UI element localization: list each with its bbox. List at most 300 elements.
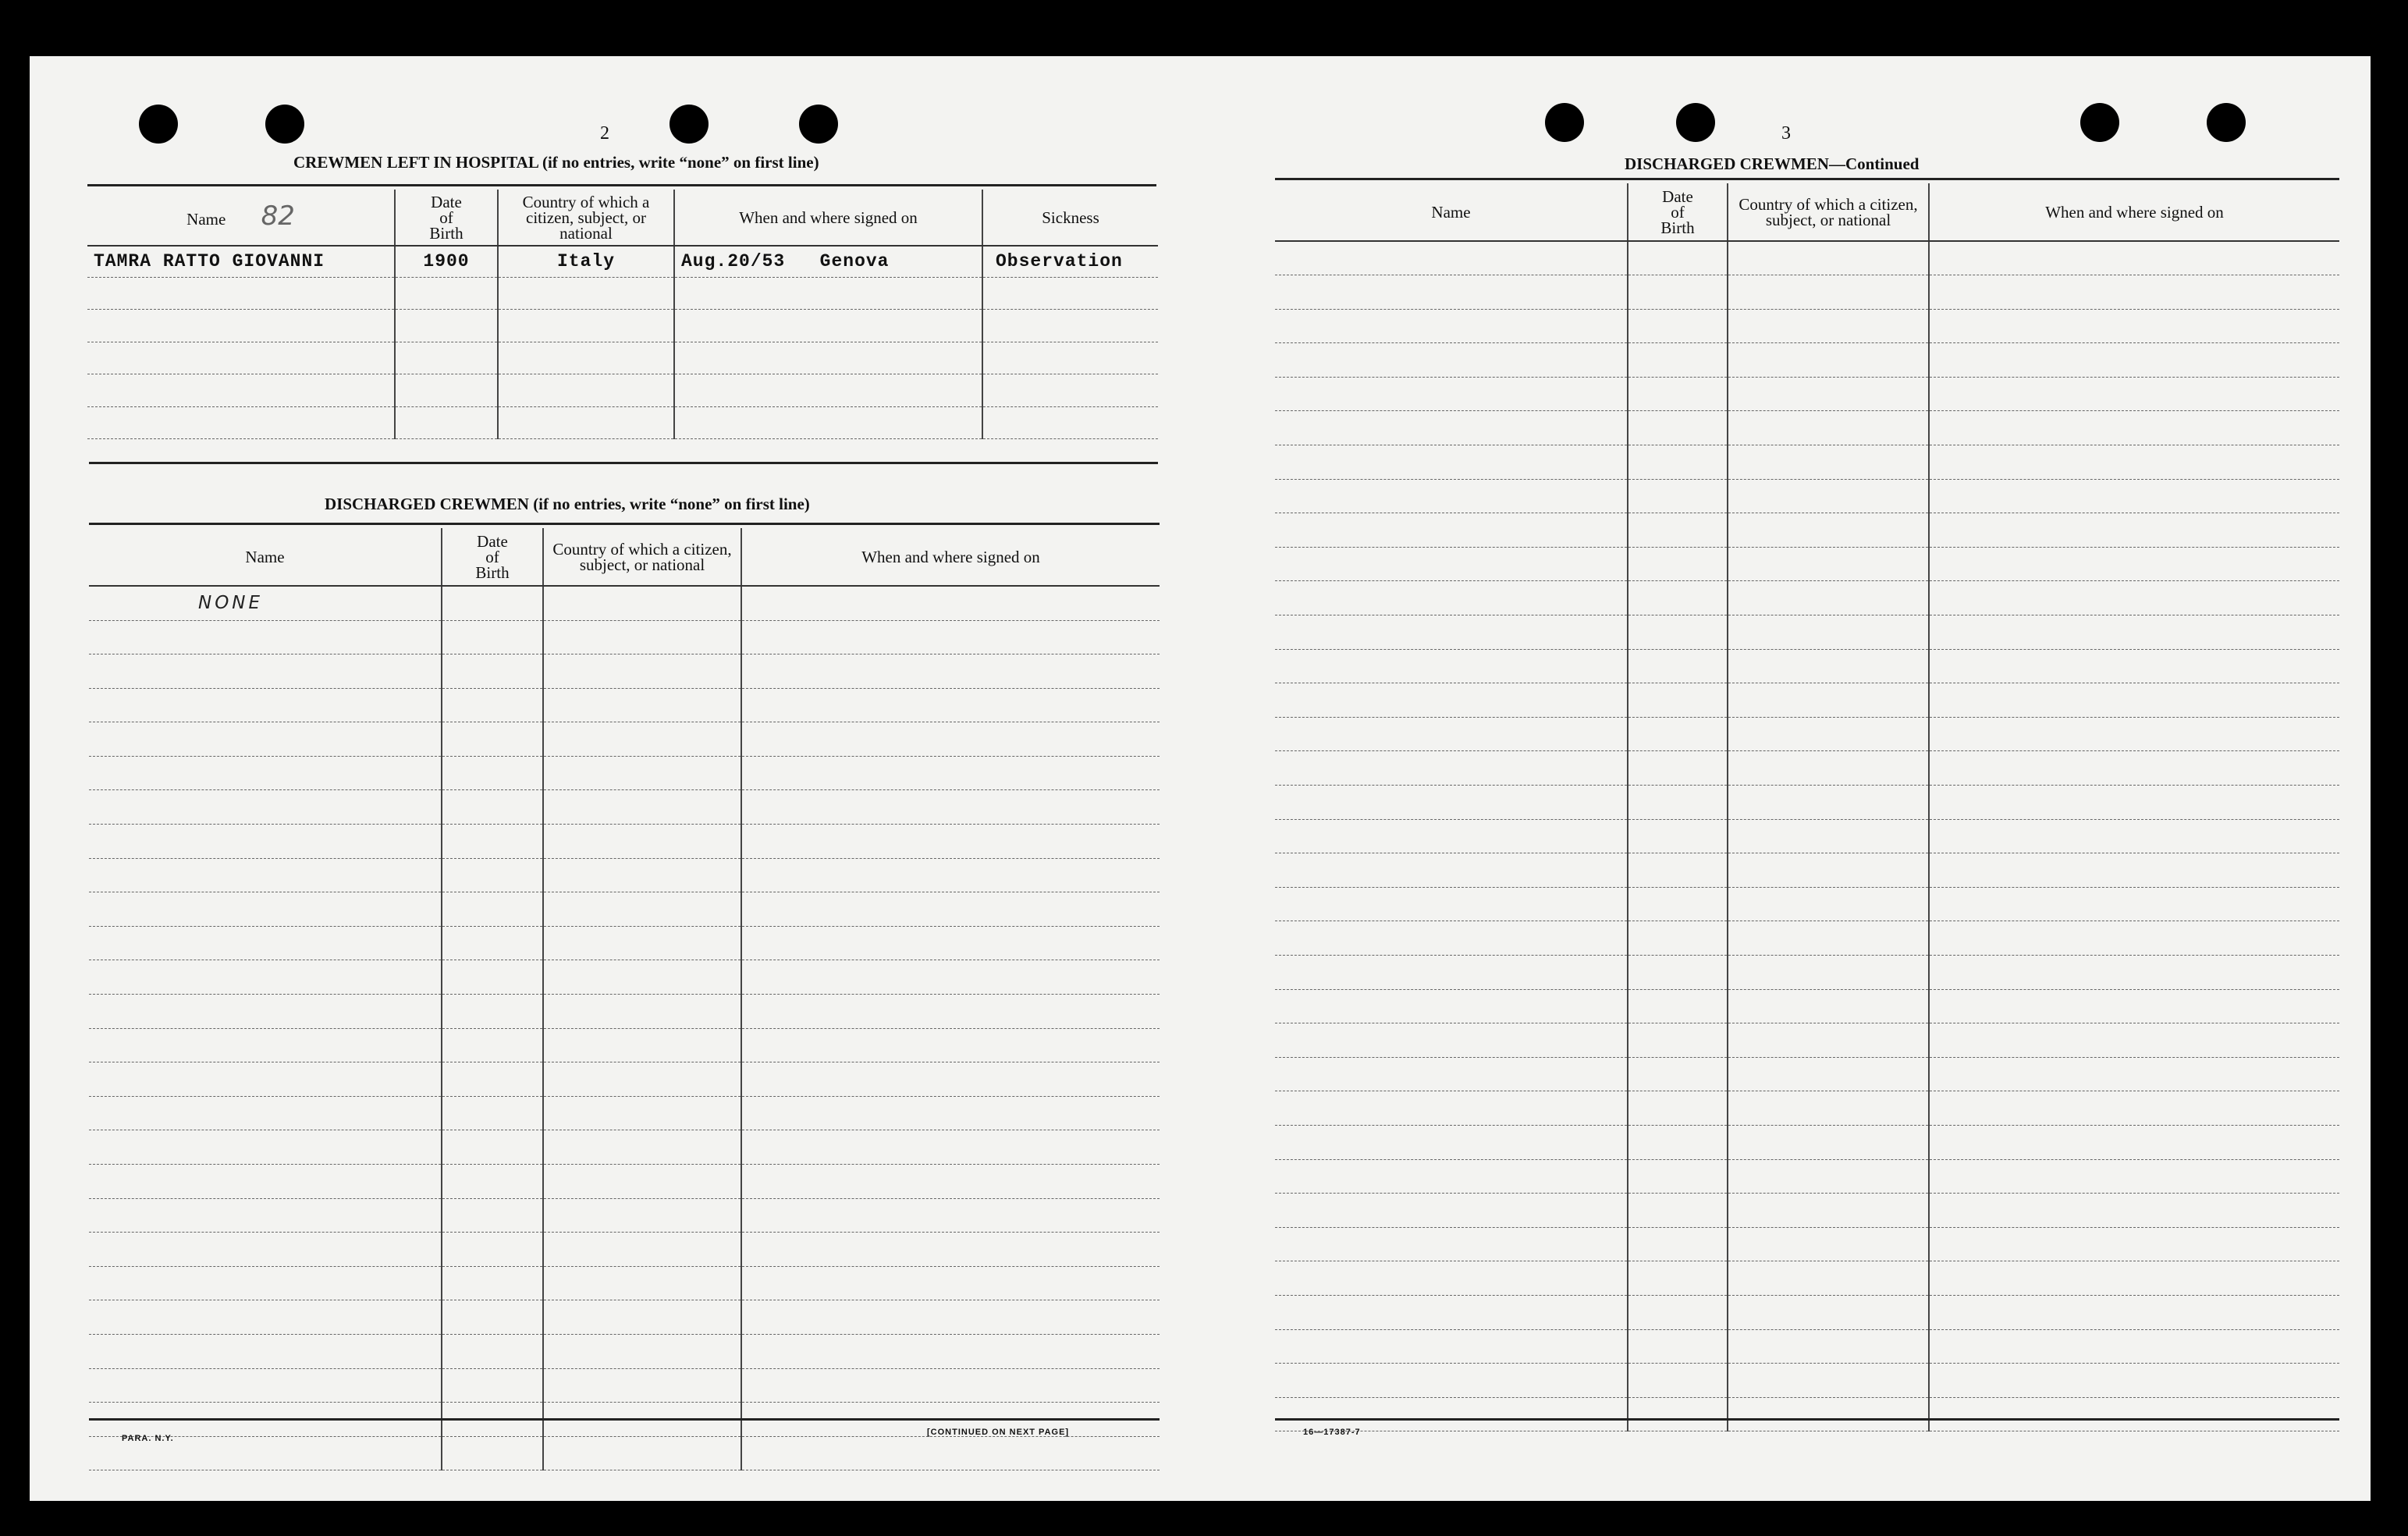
blank-cell <box>442 1266 543 1300</box>
blank-cell <box>89 1300 442 1335</box>
blank-row <box>1275 1295 2339 1329</box>
blank-cell <box>1275 547 1628 581</box>
handwritten-number: 82 <box>261 200 295 232</box>
blank-row <box>89 756 1160 790</box>
blank-cell <box>1275 309 1628 343</box>
blank-cell <box>1275 853 1628 888</box>
blank-row <box>1275 1364 2339 1398</box>
blank-cell <box>741 1334 1160 1368</box>
blank-cell <box>982 374 1158 407</box>
blank-row <box>89 1436 1160 1470</box>
col-header-dob: Date of Birth <box>1628 183 1728 241</box>
blank-cell <box>1628 513 1728 548</box>
blank-cell <box>498 342 674 374</box>
blank-cell <box>982 277 1158 310</box>
blank-cell <box>89 620 442 654</box>
blank-cell <box>87 310 395 342</box>
blank-cell <box>1728 1397 1929 1431</box>
hospital-entry-row <box>87 246 1158 277</box>
blank-cell <box>89 1130 442 1165</box>
punch-hole <box>265 105 304 144</box>
blank-cell <box>1929 241 2339 275</box>
blank-cell <box>543 1165 741 1199</box>
blank-cell <box>1628 309 1728 343</box>
blank-cell <box>543 1233 741 1267</box>
blank-cell <box>543 926 741 960</box>
blank-cell <box>1628 683 1728 718</box>
right-top-rule <box>1275 178 2339 180</box>
blank-cell <box>741 825 1160 859</box>
blank-cell <box>1728 377 1929 411</box>
page-number-right: 3 <box>1781 123 1791 144</box>
blank-row <box>1275 547 2339 581</box>
blank-cell <box>543 1198 741 1233</box>
blank-cell <box>1929 1329 2339 1364</box>
blank-cell <box>1929 786 2339 820</box>
blank-row <box>1275 955 2339 989</box>
blank-cell <box>1275 1397 1628 1431</box>
blank-cell <box>1728 275 1929 310</box>
blank-cell <box>1628 1261 1728 1296</box>
blank-cell <box>1275 411 1628 445</box>
blank-cell <box>89 858 442 892</box>
blank-cell <box>1728 513 1929 548</box>
blank-cell <box>442 995 543 1029</box>
discharged-bottom-rule <box>89 1418 1160 1421</box>
footer-form-code: 16—17387-7 <box>1303 1428 1361 1437</box>
col-header-dob: Date of Birth <box>395 190 498 246</box>
blank-cell <box>741 1300 1160 1335</box>
blank-cell <box>89 892 442 927</box>
blank-cell <box>395 342 498 374</box>
blank-cell <box>1929 1057 2339 1091</box>
blank-cell <box>741 620 1160 654</box>
blank-row <box>89 858 1160 892</box>
blank-cell <box>1628 581 1728 615</box>
blank-cell <box>543 1096 741 1130</box>
blank-cell <box>543 654 741 689</box>
blank-cell <box>442 688 543 722</box>
blank-cell <box>1628 1397 1728 1431</box>
blank-cell <box>1275 343 1628 378</box>
blank-cell <box>498 310 674 342</box>
blank-row <box>89 1300 1160 1335</box>
entry-date-signed: Aug.20/53 <box>681 251 786 272</box>
blank-cell <box>1929 377 2339 411</box>
blank-cell <box>1275 989 1628 1023</box>
blank-cell <box>1929 479 2339 513</box>
blank-cell <box>543 892 741 927</box>
blank-cell <box>1628 445 1728 480</box>
blank-cell <box>1728 683 1929 718</box>
blank-cell <box>89 960 442 995</box>
discharged-entry-row <box>89 586 1160 620</box>
blank-row <box>1275 1194 2339 1228</box>
blank-cell <box>1728 717 1929 751</box>
blank-cell <box>543 1436 741 1470</box>
blank-cell <box>1628 1364 1728 1398</box>
entry-name-none: NONE <box>89 586 442 620</box>
blank-row <box>89 892 1160 927</box>
blank-cell <box>543 1300 741 1335</box>
blank-cell <box>89 654 442 689</box>
hospital-section-title: CREWMEN LEFT IN HOSPITAL (if no entries, write “none” on first line) <box>293 153 819 172</box>
discharged-continued-table <box>1275 183 2339 1431</box>
blank-cell <box>1929 853 2339 888</box>
blank-cell <box>89 825 442 859</box>
blank-cell <box>1275 1159 1628 1194</box>
blank-row <box>1275 649 2339 683</box>
blank-cell <box>1728 479 1929 513</box>
blank-cell <box>1628 479 1728 513</box>
blank-cell <box>395 406 498 439</box>
document-paper <box>30 56 2371 1501</box>
blank-row <box>89 1198 1160 1233</box>
blank-cell <box>1275 819 1628 853</box>
blank-cell <box>442 960 543 995</box>
blank-cell <box>87 277 395 310</box>
blank-cell <box>1628 1159 1728 1194</box>
blank-cell <box>1728 1125 1929 1159</box>
blank-cell <box>1275 717 1628 751</box>
blank-cell <box>89 1368 442 1403</box>
blank-cell <box>442 1436 543 1470</box>
blank-cell <box>1628 1295 1728 1329</box>
blank-row <box>89 1233 1160 1267</box>
blank-cell <box>1929 887 2339 921</box>
blank-cell <box>1628 751 1728 786</box>
blank-cell <box>1929 649 2339 683</box>
blank-row <box>89 995 1160 1029</box>
blank-cell <box>89 1062 442 1097</box>
blank-row <box>1275 786 2339 820</box>
blank-cell <box>89 1266 442 1300</box>
blank-cell <box>1929 1125 2339 1159</box>
blank-row <box>89 1062 1160 1097</box>
blank-cell <box>982 342 1158 374</box>
blank-cell <box>1275 1091 1628 1126</box>
blank-cell <box>543 1334 741 1368</box>
blank-cell <box>1929 1295 2339 1329</box>
blank-cell <box>89 688 442 722</box>
blank-cell <box>442 1165 543 1199</box>
entry-country: Italy <box>498 246 674 277</box>
blank-cell <box>1275 1364 1628 1398</box>
blank-cell <box>1929 1194 2339 1228</box>
blank-cell <box>1929 1261 2339 1296</box>
blank-cell <box>1728 1227 1929 1261</box>
col-header-name: Name 82 <box>87 190 395 246</box>
right-bottom-rule <box>1275 1418 2339 1421</box>
page-number-left: 2 <box>600 123 609 144</box>
blank-row <box>1275 1261 2339 1296</box>
blank-cell <box>741 1198 1160 1233</box>
blank-cell <box>543 1062 741 1097</box>
blank-cell <box>543 688 741 722</box>
blank-cell <box>1628 275 1728 310</box>
blank-row <box>89 825 1160 859</box>
blank-row <box>89 620 1160 654</box>
blank-cell <box>1929 819 2339 853</box>
blank-row <box>87 374 1158 407</box>
blank-row <box>1275 241 2339 275</box>
blank-cell <box>87 406 395 439</box>
blank-cell <box>1628 615 1728 650</box>
blank-cell <box>741 1130 1160 1165</box>
blank-cell <box>1929 1397 2339 1431</box>
blank-cell <box>1929 445 2339 480</box>
blank-cell <box>1275 1057 1628 1091</box>
blank-row <box>89 688 1160 722</box>
blank-cell <box>1275 921 1628 956</box>
blank-cell <box>1728 1159 1929 1194</box>
blank-cell <box>1628 1125 1728 1159</box>
blank-cell <box>1275 513 1628 548</box>
blank-cell <box>543 756 741 790</box>
entry-name: TAMRA RATTO GIOVANNI <box>87 246 395 277</box>
blank-row <box>87 342 1158 374</box>
blank-cell <box>1728 1194 1929 1228</box>
blank-cell <box>1728 343 1929 378</box>
blank-cell <box>1728 649 1929 683</box>
blank-cell <box>1275 1023 1628 1058</box>
blank-cell <box>1275 786 1628 820</box>
blank-row <box>1275 343 2339 378</box>
blank-row <box>1275 411 2339 445</box>
col-header-country: Country of which a citizen, subject, or national <box>543 528 741 586</box>
blank-cell <box>1929 411 2339 445</box>
blank-row <box>89 722 1160 757</box>
blank-cell <box>1728 1057 1929 1091</box>
blank-cell <box>1628 1329 1728 1364</box>
punch-hole <box>139 105 178 144</box>
hospital-top-rule <box>87 184 1156 186</box>
blank-cell <box>1275 1261 1628 1296</box>
blank-cell <box>1728 1364 1929 1398</box>
blank-cell <box>1275 1329 1628 1364</box>
blank-cell <box>442 1198 543 1233</box>
blank-cell <box>442 858 543 892</box>
blank-cell <box>89 926 442 960</box>
blank-cell <box>741 790 1160 825</box>
blank-cell <box>89 1233 442 1267</box>
blank-cell <box>1275 615 1628 650</box>
col-header-sickness: Sickness <box>982 190 1158 246</box>
blank-cell <box>1628 343 1728 378</box>
blank-cell <box>1628 411 1728 445</box>
blank-cell <box>1628 887 1728 921</box>
blank-cell <box>498 374 674 407</box>
blank-cell <box>89 1096 442 1130</box>
blank-cell <box>543 858 741 892</box>
blank-row <box>1275 1159 2339 1194</box>
blank-cell <box>442 1096 543 1130</box>
blank-cell <box>1628 1023 1728 1058</box>
blank-row <box>87 277 1158 310</box>
blank-cell <box>89 756 442 790</box>
discharged-continued-title: DISCHARGED CREWMEN—Continued <box>1625 154 1920 173</box>
blank-cell <box>1929 1227 2339 1261</box>
blank-cell <box>741 1368 1160 1403</box>
blank-row <box>1275 479 2339 513</box>
blank-cell <box>1728 989 1929 1023</box>
blank-row <box>1275 853 2339 888</box>
blank-cell <box>1275 1295 1628 1329</box>
blank-cell <box>1275 1194 1628 1228</box>
blank-cell <box>89 1165 442 1199</box>
blank-cell <box>1275 479 1628 513</box>
blank-cell <box>1728 955 1929 989</box>
blank-row <box>87 406 1158 439</box>
blank-row <box>1275 1397 2339 1431</box>
blank-cell <box>1275 275 1628 310</box>
blank-row <box>1275 1329 2339 1364</box>
blank-cell <box>1929 513 2339 548</box>
blank-cell <box>674 277 982 310</box>
blank-cell <box>1728 1261 1929 1296</box>
punch-hole <box>669 105 709 144</box>
blank-cell <box>543 1130 741 1165</box>
blank-cell <box>543 1368 741 1403</box>
blank-cell <box>1929 343 2339 378</box>
blank-cell <box>741 1028 1160 1062</box>
blank-row <box>1275 1057 2339 1091</box>
blank-cell <box>1275 445 1628 480</box>
blank-cell <box>89 790 442 825</box>
blank-cell <box>442 654 543 689</box>
footer-printer: PARA. N.Y. <box>122 1434 174 1443</box>
blank-cell <box>442 756 543 790</box>
blank-cell <box>741 995 1160 1029</box>
blank-cell <box>1728 786 1929 820</box>
blank-cell <box>1275 751 1628 786</box>
blank-cell <box>1728 615 1929 650</box>
blank-cell <box>1728 853 1929 888</box>
col-header-signed: When and where signed on <box>674 190 982 246</box>
blank-cell <box>1275 377 1628 411</box>
blank-cell <box>543 825 741 859</box>
blank-cell <box>1929 615 2339 650</box>
blank-cell <box>543 960 741 995</box>
blank-cell <box>1628 547 1728 581</box>
blank-row <box>89 1165 1160 1199</box>
blank-cell <box>1728 241 1929 275</box>
discharged-table <box>89 528 1160 1470</box>
blank-cell <box>1929 1091 2339 1126</box>
blank-row <box>1275 445 2339 480</box>
blank-cell <box>1929 683 2339 718</box>
blank-cell <box>395 374 498 407</box>
blank-cell <box>741 722 1160 757</box>
blank-row <box>89 654 1160 689</box>
blank-cell <box>1929 751 2339 786</box>
blank-cell <box>543 1028 741 1062</box>
col-header-signed: When and where signed on <box>741 528 1160 586</box>
blank-cell <box>741 1436 1160 1470</box>
blank-cell <box>1929 1364 2339 1398</box>
blank-cell <box>395 310 498 342</box>
blank-cell <box>1929 1023 2339 1058</box>
blank-cell <box>1275 1227 1628 1261</box>
blank-cell <box>1275 887 1628 921</box>
blank-cell <box>1628 1091 1728 1126</box>
blank-cell <box>1728 1091 1929 1126</box>
blank-cell <box>1929 717 2339 751</box>
blank-row <box>89 926 1160 960</box>
entry-dob: 1900 <box>395 246 498 277</box>
blank-cell <box>1628 786 1728 820</box>
blank-cell <box>741 1062 1160 1097</box>
blank-cell <box>442 1368 543 1403</box>
blank-cell <box>395 277 498 310</box>
blank-cell <box>741 892 1160 927</box>
blank-cell <box>741 926 1160 960</box>
blank-cell <box>442 1130 543 1165</box>
footer-continued: [CONTINUED ON NEXT PAGE] <box>927 1428 1070 1437</box>
blank-row <box>89 1266 1160 1300</box>
blank-cell <box>1728 411 1929 445</box>
col-header-name: Name <box>89 528 442 586</box>
blank-cell <box>1929 581 2339 615</box>
entry-signed <box>674 246 982 277</box>
blank-cell <box>89 722 442 757</box>
blank-cell <box>89 1198 442 1233</box>
blank-cell <box>1728 547 1929 581</box>
blank-cell <box>674 310 982 342</box>
blank-cell <box>89 1028 442 1062</box>
blank-row <box>1275 1091 2339 1126</box>
blank-cell <box>741 1233 1160 1267</box>
blank-cell <box>1728 887 1929 921</box>
blank-cell <box>1628 1057 1728 1091</box>
blank-cell <box>1929 275 2339 310</box>
blank-cell <box>1929 955 2339 989</box>
blank-cell <box>442 1062 543 1097</box>
blank-row <box>1275 581 2339 615</box>
blank-cell <box>1275 649 1628 683</box>
blank-cell <box>674 406 982 439</box>
blank-cell <box>741 960 1160 995</box>
blank-cell <box>1728 445 1929 480</box>
blank-cell <box>1628 377 1728 411</box>
blank-cell <box>741 688 1160 722</box>
blank-cell <box>543 995 741 1029</box>
blank-cell <box>674 374 982 407</box>
blank-cell <box>1929 309 2339 343</box>
blank-cell <box>442 1334 543 1368</box>
blank-cell <box>442 1300 543 1335</box>
hospital-table <box>87 190 1158 439</box>
blank-row <box>1275 751 2339 786</box>
blank-row <box>1275 921 2339 956</box>
blank-row <box>89 1334 1160 1368</box>
blank-cell <box>498 406 674 439</box>
blank-cell <box>1275 581 1628 615</box>
blank-row <box>89 960 1160 995</box>
blank-cell <box>1275 955 1628 989</box>
blank-row <box>89 1368 1160 1403</box>
blank-cell <box>1728 921 1929 956</box>
entry-place-signed: Genova <box>819 251 890 272</box>
blank-row <box>89 1130 1160 1165</box>
blank-cell <box>1628 853 1728 888</box>
blank-cell <box>1728 1329 1929 1364</box>
blank-cell <box>741 1266 1160 1300</box>
blank-row <box>1275 717 2339 751</box>
col-header-country: Country of which a citizen, subject, or national <box>498 190 674 246</box>
blank-cell <box>442 790 543 825</box>
blank-cell <box>543 790 741 825</box>
